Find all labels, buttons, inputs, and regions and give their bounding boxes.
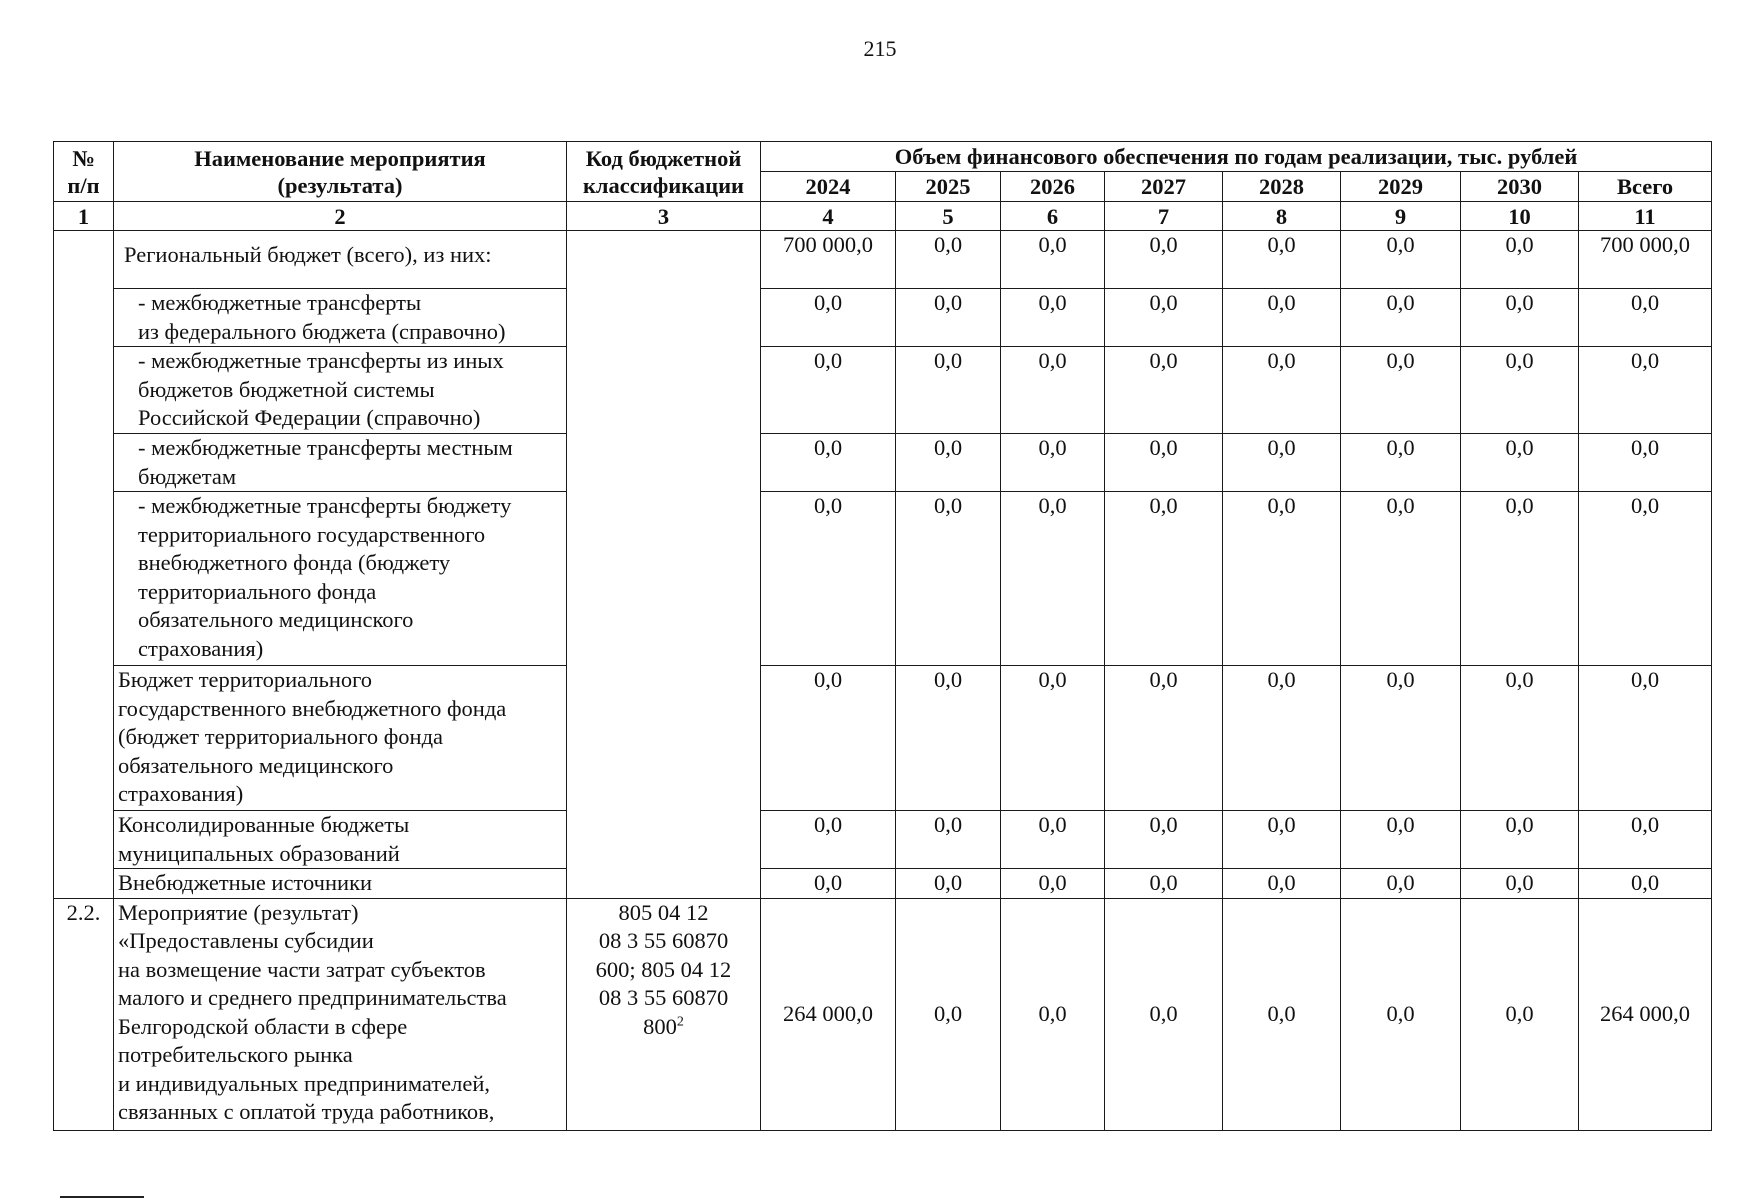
row-name-line: бюджетов бюджетной системы — [138, 376, 435, 402]
row-total-cell: 0,0 — [1579, 492, 1712, 666]
column-numbers-row — [54, 202, 1712, 231]
row-value-cell: 0,0 — [1341, 231, 1461, 289]
event-code-text: 08 3 55 60870 — [598, 928, 729, 953]
header-volume: Объем финансового обеспечения по годам реализации, тыс. рублей — [761, 142, 1712, 172]
event-value-cell: 0,0 — [896, 898, 1001, 1130]
row-total-cell: 0,0 — [1579, 666, 1712, 811]
row-value-cell: 0,0 — [761, 347, 896, 434]
table-row — [54, 289, 1712, 347]
row-name-line: Консолидированные бюджеты — [118, 812, 410, 837]
row-name-line: Внебюджетные источники — [118, 870, 373, 895]
table-row — [54, 434, 1712, 492]
event-value-cell: 0,0 — [1105, 898, 1223, 1130]
header-year: 2028 — [1223, 172, 1341, 202]
row-name-cell — [114, 811, 567, 869]
table-row — [54, 492, 1712, 666]
column-number: 4 — [761, 202, 896, 231]
row-name-cell — [114, 492, 567, 666]
row-name-line: Российской Федерации (справочно) — [138, 405, 481, 430]
event-row — [54, 898, 1712, 1130]
column-number: 9 — [1341, 202, 1461, 231]
row-code-cell — [567, 231, 761, 899]
row-value-cell: 0,0 — [1105, 434, 1223, 492]
row-value-cell: 0,0 — [761, 811, 896, 869]
table-row — [54, 231, 1712, 289]
row-value-cell: 0,0 — [1461, 869, 1579, 899]
row-value-cell: 0,0 — [1223, 869, 1341, 899]
header-year: 2029 — [1341, 172, 1461, 202]
row-value-cell: 0,0 — [1105, 231, 1223, 289]
event-total-cell: 264 000,0 — [1579, 898, 1712, 1130]
row-total-cell: 700 000,0 — [1579, 231, 1712, 289]
event-name-line: «Предоставлены субсидии — [118, 928, 374, 953]
row-value-cell: 0,0 — [1001, 492, 1105, 666]
row-name-line: бюджетам — [138, 463, 237, 489]
row-value-cell: 0,0 — [761, 289, 896, 347]
row-name-cell — [114, 347, 567, 434]
row-value-cell: 0,0 — [1341, 666, 1461, 811]
row-name-line: муниципальных образований — [118, 840, 400, 866]
row-value-cell: 0,0 — [1001, 869, 1105, 899]
event-name-line: Мероприятие (результат) — [118, 899, 359, 925]
header-year: 2030 — [1461, 172, 1579, 202]
row-value-cell: 0,0 — [761, 434, 896, 492]
event-name-cell — [114, 898, 567, 1130]
row-name-line: - межбюджетные трансферты бюджету — [138, 493, 512, 518]
financing-table — [53, 141, 1712, 1131]
column-number: 7 — [1105, 202, 1223, 231]
row-value-cell: 0,0 — [1461, 666, 1579, 811]
event-code-line — [570, 1013, 757, 1042]
event-name-line: связанных с оплатой труда работников, — [118, 1099, 495, 1124]
row-value-cell: 0,0 — [1223, 666, 1341, 811]
row-value-cell: 0,0 — [1105, 869, 1223, 899]
event-code-line — [570, 984, 757, 1013]
row-value-cell: 0,0 — [761, 492, 896, 666]
event-name-line: потребительского рынка — [118, 1042, 353, 1067]
row-value-cell: 0,0 — [1105, 811, 1223, 869]
row-value-cell: 0,0 — [1223, 289, 1341, 347]
column-number: 10 — [1461, 202, 1579, 231]
row-value-cell: 0,0 — [896, 492, 1001, 666]
row-value-cell: 0,0 — [1001, 666, 1105, 811]
row-name-cell — [114, 434, 567, 492]
row-value-cell: 0,0 — [1105, 492, 1223, 666]
table-row — [54, 347, 1712, 434]
row-name-line: обязательного медицинского — [118, 752, 394, 778]
row-value-cell: 0,0 — [896, 869, 1001, 899]
row-value-cell: 0,0 — [1461, 231, 1579, 289]
row-value-cell: 0,0 — [1341, 289, 1461, 347]
event-code-text: 805 04 12 — [618, 899, 709, 925]
row-value-cell: 0,0 — [1223, 434, 1341, 492]
row-value-cell: 0,0 — [896, 231, 1001, 289]
table-row — [54, 811, 1712, 869]
row-name-line: обязательного медицинского — [138, 607, 414, 632]
row-value-cell: 0,0 — [1001, 434, 1105, 492]
row-total-cell: 0,0 — [1579, 811, 1712, 869]
row-value-cell: 0,0 — [1341, 811, 1461, 869]
event-code-line — [570, 956, 757, 985]
event-code-text: 800 — [643, 1013, 677, 1039]
event-code-text: 08 3 55 60870 — [598, 985, 729, 1010]
column-number: 8 — [1223, 202, 1341, 231]
row-value-cell: 0,0 — [1461, 492, 1579, 666]
event-number: 2.2. — [54, 898, 114, 1130]
row-value-cell: 0,0 — [1341, 434, 1461, 492]
row-name-line: территориального государственного — [138, 521, 486, 547]
row-name-line: Региональный бюджет (всего), из них: — [124, 242, 492, 267]
row-name-line: внебюджетного фонда (бюджету — [138, 550, 451, 575]
column-number: 2 — [114, 202, 567, 231]
row-value-cell: 0,0 — [761, 869, 896, 899]
row-name-line: (бюджет территориального фонда — [118, 724, 443, 749]
row-value-cell: 0,0 — [1341, 492, 1461, 666]
row-name-line: - межбюджетные трансферты из иных — [138, 348, 504, 373]
row-value-cell: 0,0 — [761, 666, 896, 811]
column-number: 6 — [1001, 202, 1105, 231]
row-name-line: из федерального бюджета (справочно) — [138, 318, 506, 344]
row-value-cell: 0,0 — [896, 666, 1001, 811]
table-body — [54, 231, 1712, 1131]
event-name-line: и индивидуальных предпринимателей, — [118, 1070, 491, 1096]
row-name-line: - межбюджетные трансферты местным — [138, 435, 513, 460]
row-value-cell: 0,0 — [1461, 434, 1579, 492]
row-value-cell: 0,0 — [896, 811, 1001, 869]
row-value-cell: 0,0 — [1001, 289, 1105, 347]
table-header — [54, 142, 1712, 231]
row-value-cell: 0,0 — [1105, 347, 1223, 434]
header-name: Наименование мероприятия (результата) — [114, 142, 567, 202]
row-value-cell: 0,0 — [1341, 869, 1461, 899]
row-value-cell: 0,0 — [1461, 811, 1579, 869]
header-total: Всего — [1579, 172, 1712, 202]
row-name-line: - межбюджетные трансферты — [138, 290, 422, 315]
column-number: 11 — [1579, 202, 1712, 231]
row-value-cell: 0,0 — [1001, 811, 1105, 869]
event-value-cell: 264 000,0 — [761, 898, 896, 1130]
row-value-cell: 0,0 — [1105, 666, 1223, 811]
header-year: 2025 — [896, 172, 1001, 202]
row-value-cell: 0,0 — [1001, 347, 1105, 434]
row-name-line: территориального фонда — [138, 578, 377, 604]
row-value-cell: 0,0 — [1461, 347, 1579, 434]
header-code: Код бюджетной классификации — [567, 142, 761, 202]
row-number-cell — [54, 231, 114, 899]
row-name-cell — [114, 666, 567, 811]
header-year: 2026 — [1001, 172, 1105, 202]
event-code-line — [570, 899, 757, 928]
row-value-cell: 0,0 — [1223, 811, 1341, 869]
column-number: 1 — [54, 202, 114, 231]
row-value-cell: 0,0 — [1223, 347, 1341, 434]
row-name-cell — [114, 231, 567, 289]
event-value-cell: 0,0 — [1341, 898, 1461, 1130]
table-row — [54, 666, 1712, 811]
footnote-rule — [60, 1196, 144, 1198]
event-code-line — [570, 927, 757, 956]
row-value-cell: 0,0 — [896, 347, 1001, 434]
column-number: 5 — [896, 202, 1001, 231]
row-total-cell: 0,0 — [1579, 869, 1712, 899]
header-num: № п/п — [54, 142, 114, 202]
row-total-cell: 0,0 — [1579, 289, 1712, 347]
event-name-line: на возмещение части затрат субъектов — [118, 956, 486, 982]
row-value-cell: 0,0 — [1223, 492, 1341, 666]
row-name-line: страхования) — [118, 781, 244, 806]
row-value-cell: 0,0 — [896, 434, 1001, 492]
row-value-cell: 0,0 — [896, 289, 1001, 347]
row-value-cell: 0,0 — [1461, 289, 1579, 347]
row-name-line: государственного внебюджетного фонда — [118, 695, 507, 721]
column-number: 3 — [567, 202, 761, 231]
row-total-cell: 0,0 — [1579, 434, 1712, 492]
event-value-cell: 0,0 — [1223, 898, 1341, 1130]
row-name-cell — [114, 289, 567, 347]
row-value-cell: 0,0 — [1223, 231, 1341, 289]
event-value-cell: 0,0 — [1461, 898, 1579, 1130]
row-total-cell: 0,0 — [1579, 347, 1712, 434]
row-value-cell: 0,0 — [1105, 289, 1223, 347]
row-value-cell: 700 000,0 — [761, 231, 896, 289]
row-value-cell: 0,0 — [1001, 231, 1105, 289]
footnote-marker: 2 — [676, 1014, 684, 1029]
row-name-line: Бюджет территориального — [118, 667, 373, 692]
row-name-line: страхования) — [138, 635, 264, 661]
header-year: 2024 — [761, 172, 896, 202]
event-value-cell: 0,0 — [1001, 898, 1105, 1130]
event-name-line: малого и среднего предпринимательства — [118, 985, 507, 1010]
event-code-text: 600; 805 04 12 — [595, 956, 732, 982]
event-code-cell — [567, 898, 761, 1130]
header-year: 2027 — [1105, 172, 1223, 202]
event-name-line: Белгородской области в сфере — [118, 1013, 408, 1039]
table-row — [54, 869, 1712, 899]
row-value-cell: 0,0 — [1341, 347, 1461, 434]
page-number: 215 — [863, 36, 897, 61]
row-name-cell — [114, 869, 567, 899]
